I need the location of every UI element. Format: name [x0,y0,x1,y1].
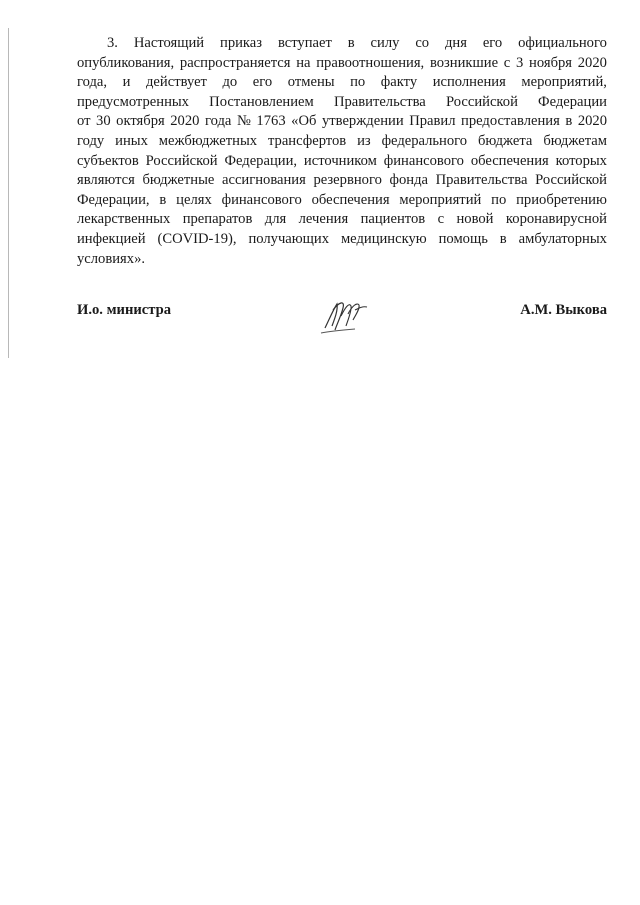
word: в [159,191,167,208]
word: 1763 [256,113,286,130]
word: новой [456,211,494,228]
word: действует [146,74,207,91]
word: на [296,54,311,71]
word: федерального [381,132,468,149]
word: обеспечения [311,191,390,208]
scan-edge-line [8,28,9,358]
word: являются [77,172,135,189]
word: в [565,113,573,130]
word: Настоящий [133,35,205,51]
word: по [350,74,366,91]
word: его [482,35,503,51]
signatory-name: А.М. Выкова [520,302,607,318]
word: препаратов [182,211,253,228]
word: с [503,54,511,71]
word: 2020 [577,54,607,71]
word: со [415,35,430,51]
paragraph-line [77,93,607,113]
word: и [122,74,131,91]
word: для [264,211,287,228]
word: ассигнования [221,172,306,189]
paragraph-line [77,112,607,132]
word: пациентов [360,211,426,228]
word: медицинскую [340,230,427,247]
word: в [347,35,355,51]
word: вступает [277,35,332,51]
word: правоотношения, [316,54,425,71]
signature-block [77,302,607,342]
word: инфекцией [77,230,146,247]
word: межбюджетных [158,132,258,149]
paragraph-line [77,132,607,152]
word: субъектов [77,152,139,169]
word: исполнения [432,74,506,91]
word: лекарственных [77,211,171,228]
word: до [222,74,238,91]
word: целях [176,191,212,208]
word: по [491,191,507,208]
word: (COVID-19), [157,230,237,247]
word: в [499,230,507,247]
word: году [77,132,105,149]
paragraph-line [77,73,607,93]
word: бюджета [478,132,533,149]
paragraph-line [77,54,607,74]
word: с [437,211,445,228]
word: резервного [313,172,382,189]
word: «Об [291,113,317,130]
word: которых [555,152,607,169]
word: Российской [535,172,607,189]
signatory-title: И.о. министра [77,302,171,318]
word: 2020 [577,113,607,130]
word: мероприятий, [521,74,607,91]
paragraph-line [77,152,607,172]
order-paragraph-3 [77,34,607,269]
word: 3 [516,54,524,71]
word: 3. [107,35,118,51]
word: опубликования, [77,54,175,71]
word: иных [115,132,148,149]
word: 2020 [170,113,200,130]
word: распространяется [179,54,291,71]
word: предусмотренных [77,93,189,110]
word: октября [116,113,165,130]
word: бюджетам [543,132,607,149]
word: Правительства [333,93,426,110]
word: Постановлением [209,93,314,110]
word: предоставления [461,113,560,130]
word: возникшие [429,54,499,71]
word: года [204,113,232,130]
word: Российской [145,152,218,169]
word: обеспечения [470,152,549,169]
word: источником [303,152,377,169]
word: приобретению [516,191,607,208]
word: условиях». [77,250,146,267]
word: Правительства [435,172,528,189]
paragraph-line-last [77,250,607,270]
word: трансфертов [267,132,347,149]
word: Федерации, [224,152,298,169]
word: фонда [389,172,428,189]
word: получающих [248,230,330,247]
handwritten-signature-icon [315,296,379,336]
word: утверждении [321,113,404,130]
word: Правил [409,113,456,130]
paragraph-line [77,34,607,54]
word: помощь [438,230,488,247]
word: 30 [96,113,111,130]
word: ноября [529,54,573,71]
word: № [236,113,251,130]
word: приказ [220,35,263,51]
word: его [252,74,273,91]
word: Федерации, [77,191,150,208]
word: факту [380,74,418,91]
word: амбулаторных [518,230,607,247]
word: силу [370,35,400,51]
word: от [77,113,91,130]
paragraph-line [77,210,607,230]
word: Федерации [538,93,607,110]
word: официального [518,35,607,51]
word: финансового [221,191,302,208]
paragraph-line [77,191,607,211]
paragraph-line [77,230,607,250]
word: бюджетные [142,172,215,189]
word: мероприятий [399,191,482,208]
word: отмены [287,74,335,91]
word: лечения [298,211,349,228]
word: финансового [383,152,464,169]
word: дня [444,35,467,51]
word: Российской [445,93,518,110]
paragraph-line [77,171,607,191]
word: из [357,132,371,149]
word: коронавирусной [505,211,607,228]
word: года, [77,74,108,91]
